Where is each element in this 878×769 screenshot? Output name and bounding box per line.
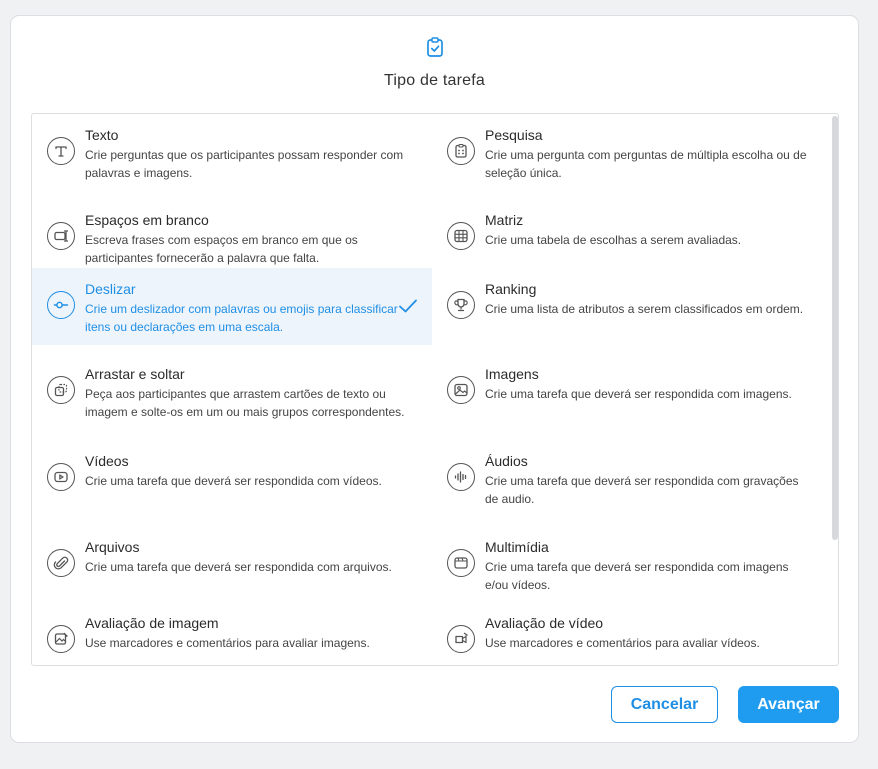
task-type-list[interactable] (31, 113, 839, 666)
video-play-icon (47, 463, 75, 491)
task-type-item[interactable] (32, 444, 432, 521)
video-review-icon (447, 625, 475, 653)
task-type-title: Texto (85, 127, 119, 143)
slider-icon (47, 291, 75, 319)
task-type-title: Imagens (485, 366, 539, 382)
task-type-item[interactable] (432, 114, 832, 191)
task-type-item[interactable] (32, 357, 432, 452)
image-icon (447, 376, 475, 404)
task-type-description: Crie uma tarefa que deverá ser respondida com vídeos. (85, 474, 382, 488)
task-type-item[interactable] (432, 444, 832, 521)
audio-wave-icon (447, 463, 475, 491)
task-type-title: Ranking (485, 281, 537, 297)
task-type-description: Crie uma tarefa que deverá ser respondida com gravações de audio. (485, 474, 799, 506)
task-type-description: Use marcadores e comentários para avaliar vídeos. (485, 636, 760, 650)
task-type-item[interactable] (432, 201, 832, 278)
multimedia-icon (447, 549, 475, 577)
task-type-description: Peça aos participantes que arrastem cartões de texto ou imagem e solte-os em um ou mais grupos correspondentes. (85, 387, 405, 419)
task-type-title: Áudios (485, 453, 528, 469)
task-type-title: Espaços em branco (85, 212, 209, 228)
task-type-description: Crie uma tarefa que deverá ser respondida com imagens e/ou vídeos. (485, 560, 789, 592)
task-type-description: Escreva frases com espaços em branco em que os participantes fornecerão a palavra que falta. (85, 233, 358, 265)
task-type-item[interactable] (432, 357, 832, 452)
task-type-description: Crie uma tabela de escolhas a serem avaliadas. (485, 233, 742, 247)
clipboard-check-icon (426, 37, 444, 57)
task-type-title: Deslizar (85, 281, 136, 297)
image-review-icon (47, 625, 75, 653)
text-icon (47, 137, 75, 165)
task-type-description: Use marcadores e comentários para avaliar imagens. (85, 636, 370, 650)
trophy-icon (447, 291, 475, 319)
task-type-item[interactable] (432, 268, 832, 345)
task-type-item[interactable] (32, 114, 432, 191)
task-type-title: Pesquisa (485, 127, 543, 143)
task-type-description: Crie um deslizador com palavras ou emojis para classificar itens ou declarações em uma escala. (85, 302, 398, 334)
task-type-item[interactable] (32, 598, 432, 666)
grid-table-icon (447, 222, 475, 250)
task-type-title: Multimídia (485, 539, 549, 555)
task-type-item[interactable] (32, 520, 432, 597)
text-cursor-icon (47, 222, 75, 250)
task-type-item[interactable] (32, 268, 432, 345)
task-type-item[interactable] (432, 598, 832, 666)
task-type-description: Crie uma pergunta com perguntas de múltipla escolha ou de seleção única. (485, 148, 807, 180)
survey-icon (447, 137, 475, 165)
task-type-description: Crie uma tarefa que deverá ser respondida com arquivos. (85, 560, 392, 574)
dialog-title: Tipo de tarefa (384, 72, 485, 89)
task-type-title: Arrastar e soltar (85, 366, 185, 382)
paperclip-icon (47, 549, 75, 577)
drag-drop-icon (47, 376, 75, 404)
task-type-title: Avaliação de vídeo (485, 615, 604, 631)
task-type-description: Crie perguntas que os participantes possam responder com palavras e imagens. (85, 148, 404, 180)
task-type-description: Crie uma tarefa que deverá ser respondida com imagens. (485, 387, 792, 401)
next-button[interactable]: Avançar (738, 686, 839, 723)
task-type-title: Arquivos (85, 539, 140, 555)
task-type-title: Avaliação de imagem (85, 615, 219, 631)
task-type-description: Crie uma lista de atributos a serem classificados em ordem. (485, 302, 804, 316)
list-scrollbar[interactable] (832, 116, 838, 540)
task-type-dialog (10, 15, 859, 743)
task-type-item[interactable] (32, 201, 432, 278)
task-type-title: Matriz (485, 212, 524, 228)
checkmark-icon (398, 298, 418, 314)
task-type-item[interactable] (432, 520, 832, 597)
task-type-title: Vídeos (85, 453, 129, 469)
cancel-button[interactable]: Cancelar (611, 686, 718, 723)
